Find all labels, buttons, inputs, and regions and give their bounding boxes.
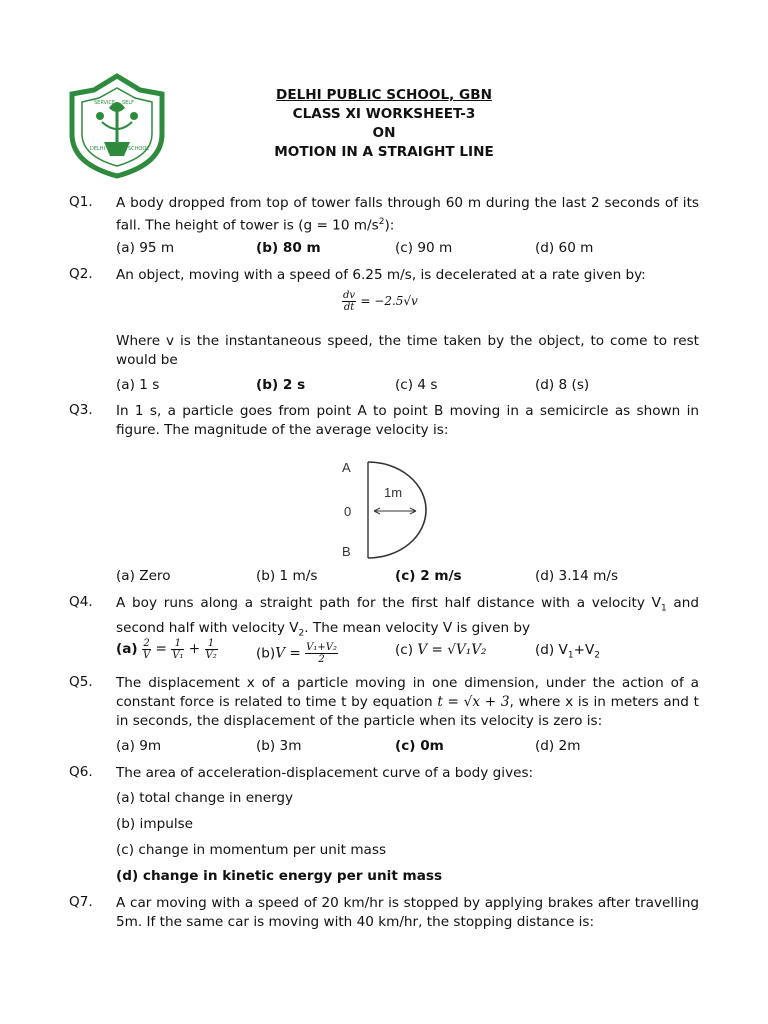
q4-option-a: (a) $\frac{2}{V}$ = $\frac{1}{\text{V₁}}$ + $\frac{1}{\text{V₂}}$ <box>116 638 217 661</box>
header-on: ON <box>372 125 396 141</box>
q1-option-c: (c) 90 m <box>395 240 453 256</box>
q5-number: Q5. <box>69 674 93 690</box>
q3-option-b: (b) 1 m/s <box>256 568 318 584</box>
q4-option-d: (d) $V_1+V_2$ <box>535 642 601 661</box>
point-a-label: A <box>342 460 351 475</box>
radius-label: 1m <box>384 485 403 500</box>
q6-text: The area of acceleration-displacement curve of a body gives: <box>116 765 534 781</box>
q5-text: The displacement x of a particle moving in one dimension, under the action of a constant force is related to time t by equation t = √x + 3, where x is in meters and t in seconds, the displacement of the particle when its velocity is zero is: <box>116 675 699 729</box>
q3-option-a: (a) Zero <box>116 568 171 584</box>
q1-text: A body dropped from top of tower falls through 60 m during the last 2 seconds of its fall. The height of tower is (g = 10 $m/s^2$): <box>116 195 699 234</box>
q2-option-d: (d) 8 (s) <box>535 377 590 393</box>
semicircle-figure <box>336 456 446 564</box>
worksheet-title: CLASS XI WORKSHEET-3 <box>292 106 476 122</box>
q5-option-a: (a) 9m <box>116 738 162 754</box>
q3-text: In 1 s, a particle goes from point A to point B moving in a semicircle as shown in figure. The magnitude of the average velocity is: <box>116 403 699 438</box>
q2-equation: $\frac{dv}{dt}$ = −2.5√v <box>343 290 418 313</box>
q2-text: An object, moving with a speed of 6.25 m/s, is decelerated at a rate given by: <box>116 267 646 283</box>
q2-option-b: (b) 2 s <box>256 377 306 393</box>
q6-option-c: (c) change in momentum per unit mass <box>116 842 387 858</box>
q1-option-d: (d) 60 m <box>535 240 594 256</box>
svg-text:SERVICE: SERVICE <box>94 100 116 106</box>
q3-number: Q3. <box>69 402 93 418</box>
q1-option-b: (b) 80 m <box>256 240 321 256</box>
q4-text: A boy runs along a straight path for the first half distance with a velocity $V_1$ and second half with velocity $V_2$. The mean velocity V is given by <box>116 595 699 639</box>
q3-option-c: (c) 2 m/s <box>395 568 462 584</box>
school-crest-logo <box>64 72 170 180</box>
q6-option-b: (b) impulse <box>116 816 194 832</box>
q2-text-2: Where v is the instantaneous speed, the time taken by the object, to come to rest would be <box>116 333 699 368</box>
svg-text:DELHI: DELHI <box>90 146 106 152</box>
q3-option-d: (d) 3.14 m/s <box>535 568 619 584</box>
point-o-label: 0 <box>344 504 352 519</box>
point-b-label: B <box>342 544 351 559</box>
q7-number: Q7. <box>69 894 93 910</box>
q4-option-c: (c) V = √V₁V₂ <box>395 642 487 658</box>
q4-number: Q4. <box>69 594 93 610</box>
svg-text:SELF: SELF <box>122 100 134 106</box>
q6-option-a: (a) total change in energy <box>116 790 294 806</box>
q4-option-b: (b)V = $\frac{\text{V₁+V₂}}{2}$ <box>256 642 337 665</box>
school-name: DELHI PUBLIC SCHOOL, GBN <box>276 87 492 103</box>
worksheet-header <box>230 86 538 162</box>
svg-text:SCHOOL: SCHOOL <box>128 146 150 152</box>
worksheet-topic: MOTION IN A STRAIGHT LINE <box>274 144 494 160</box>
q2-option-a: (a) 1 s <box>116 377 160 393</box>
q6-option-d: (d) change in kinetic energy per unit mass <box>116 868 443 884</box>
q7-text: A car moving with a speed of 20 km/hr is stopped by applying brakes after travelling 5m. If the same car is moving with 40 km/hr, the stopping distance is: <box>116 895 699 930</box>
q6-number: Q6. <box>69 764 93 780</box>
q5-option-b: (b) 3m <box>256 738 302 754</box>
q1-number: Q1. <box>69 194 93 210</box>
q5-option-d: (d) 2m <box>535 738 581 754</box>
q2-option-c: (c) 4 s <box>395 377 438 393</box>
q1-option-a: (a) 95 m <box>116 240 175 256</box>
q2-number: Q2. <box>69 266 93 282</box>
q5-option-c: (c) 0m <box>395 738 444 754</box>
